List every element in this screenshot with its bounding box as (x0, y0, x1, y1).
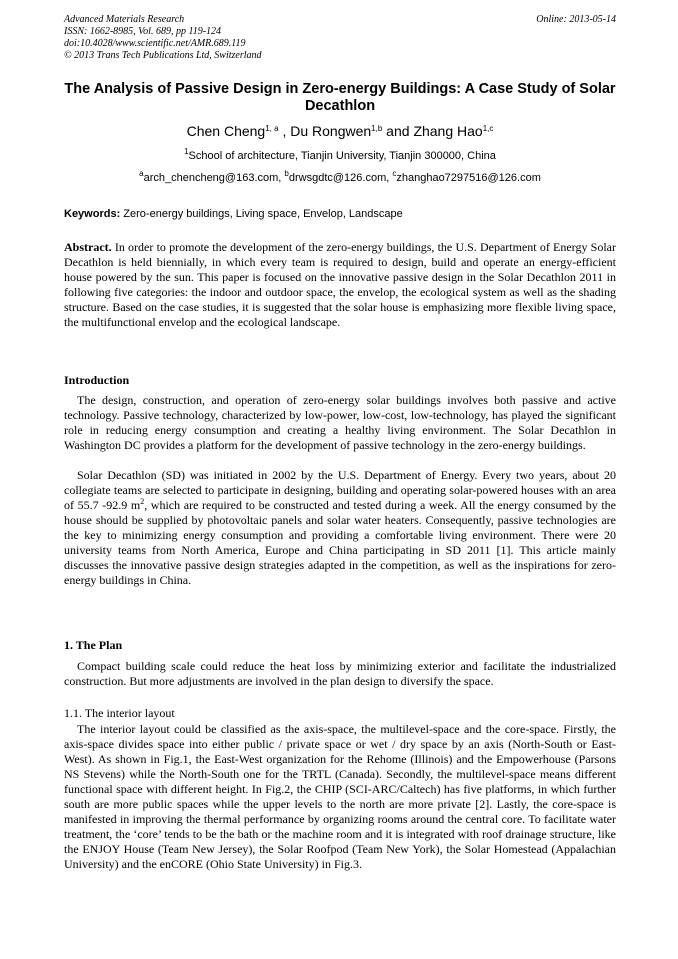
author-separator: and (382, 123, 414, 139)
affiliation-text: School of architecture, Tianjin University, Tianjin 300000, China (188, 150, 496, 162)
affiliation-mark: 1 (184, 147, 189, 156)
keywords-label: Keywords: (64, 208, 121, 220)
intro-paragraph-1: The design, construction, and operation of zero-energy solar buildings involves both passive and active technology. Passive technology, characterized by low-power, low-cost, low-technology, has played the significant role in reducing energy consumption and creating a healthy living environment. The Solar Decathlon in Washington DC provides a platform for the development of passive technology in the zero-energy buildings. (64, 393, 616, 452)
subsection-heading-interior-layout: 1.1. The interior layout (64, 706, 175, 720)
intro-paragraph-2-text: Solar Decathlon (SD) was initiated in 2002 by the U.S. Department of Energy. Every two years, about 20 collegiate teams are selected to participate in designing, building and operating solar-powered houses with an area of 55.7 -92.9 m (64, 468, 616, 512)
abstract (64, 240, 616, 330)
section-heading-introduction: Introduction (64, 373, 130, 387)
author-name: Zhang Hao (413, 123, 483, 139)
email-link[interactable]: arch_chencheng@163.com (143, 172, 279, 184)
doi-line: doi:10.4028/www.scientific.net/AMR.689.119 (64, 38, 246, 49)
keywords (64, 207, 616, 221)
email-mark: a (139, 169, 144, 178)
email-separator: , (386, 172, 393, 184)
intro-paragraph-2 (64, 468, 616, 588)
abstract-label: Abstract. (64, 240, 112, 254)
copyright-line: © 2013 Trans Tech Publications Ltd, Switzerland (64, 50, 262, 61)
keywords-text: Zero-energy buildings, Living space, Envelop, Landscape (120, 208, 403, 220)
email-separator: , (278, 172, 285, 184)
issn-line: ISSN: 1662-8985, Vol. 689, pp 119-124 (64, 26, 222, 37)
paper-title: The Analysis of Passive Design in Zero-energy Buildings: A Case Study of Solar Decathlon (64, 81, 616, 114)
section-heading-plan: 1. The Plan (64, 638, 123, 652)
email-mark: b (284, 169, 289, 178)
author-affiliation-mark: 1,b (371, 124, 383, 133)
email-link[interactable]: zhanghao7297516@126.com (396, 172, 541, 184)
author-list (64, 122, 616, 140)
plan-paragraph-1: Compact building scale could reduce the heat loss by minimizing exterior and facilitate the industrialized construction. But more adjustments are involved in the plan design to diversify the space. (64, 659, 616, 688)
email-link[interactable]: drwsgdtc@126.com (288, 172, 387, 184)
journal-name: Advanced Materials Research (64, 14, 185, 25)
author-separator: , (278, 123, 291, 139)
affiliation (64, 149, 616, 163)
interior-layout-paragraph: The interior layout could be classified as the axis-space, the multilevel-space and the core-space. Firstly, the axis-space divides space into either public / private space or wet / dry space by an axis (North-South or East-West). As shown in Fig.1, the East-West organization for the Rehome (Illinois) and the Empowerhouse (Parsons NS Stevens) while the North-South one for the TRTL (Canada). Secondly, the multilevel-space means different functional space with different height. In Fig.2, the CHIP (SCI-ARC/Caltech) has five platforms, in which further south are more public spaces while the upper levels to the north are more private [2]. Lastly, the core-space is manifested in improving the thermal performance by organizing rooms around the central core. To facilitate water treatment, the ‘core’ tends to be the bath or the machine room and it is integrated with roof drainage structure, like the ENJOY House (Team New Jersey), the Solar Roofpod (Team New York), the Solar Homestead (Appalachian University) and the enCORE (Ohio State University) in Fig.3. (64, 722, 616, 871)
journal-header (64, 14, 616, 62)
abstract-text: In order to promote the development of the zero-energy buildings, the U.S. Department of Energy Solar Decathlon is held biennially, in which every team is required to design, build and operate an energy-efficient house powered by the sun. This paper is focused on the innovative passive design in the Solar Decathlon 2011 in following five categories: the indoor and outdoor space, the envelop, the ecological system as well as the shading structure. Based on the case studies, it is suggested that the solar house is emphasizing more flexible living space, the multifunctional envelop and the ecological landscape. (64, 240, 616, 329)
area-unit-superscript: 2 (140, 497, 145, 506)
author-affiliation-mark: 1,c (482, 124, 494, 133)
email-mark: c (392, 169, 397, 178)
author-name: Chen Cheng (186, 123, 266, 139)
author-name: Du Rongwen (290, 123, 372, 139)
author-emails (64, 171, 616, 185)
author-affiliation-mark: 1, a (265, 124, 279, 133)
intro-paragraph-2-text: , which are required to be constructed and tested during a week. All the energy consumed by the house should be supplied by photovoltaic panels and solar water heaters. Consequently, passive technologies are the key to minimizing energy consumption and providing a comfortable living environment. There were 20 university teams from North America, Europe and China participating in SD 2011 [1]. This article mainly discusses the innovative passive design strategies adapted in the competition, as well as the inspirations for zero-energy buildings in China. (64, 498, 617, 587)
online-date: Online: 2013-05-14 (536, 14, 616, 25)
